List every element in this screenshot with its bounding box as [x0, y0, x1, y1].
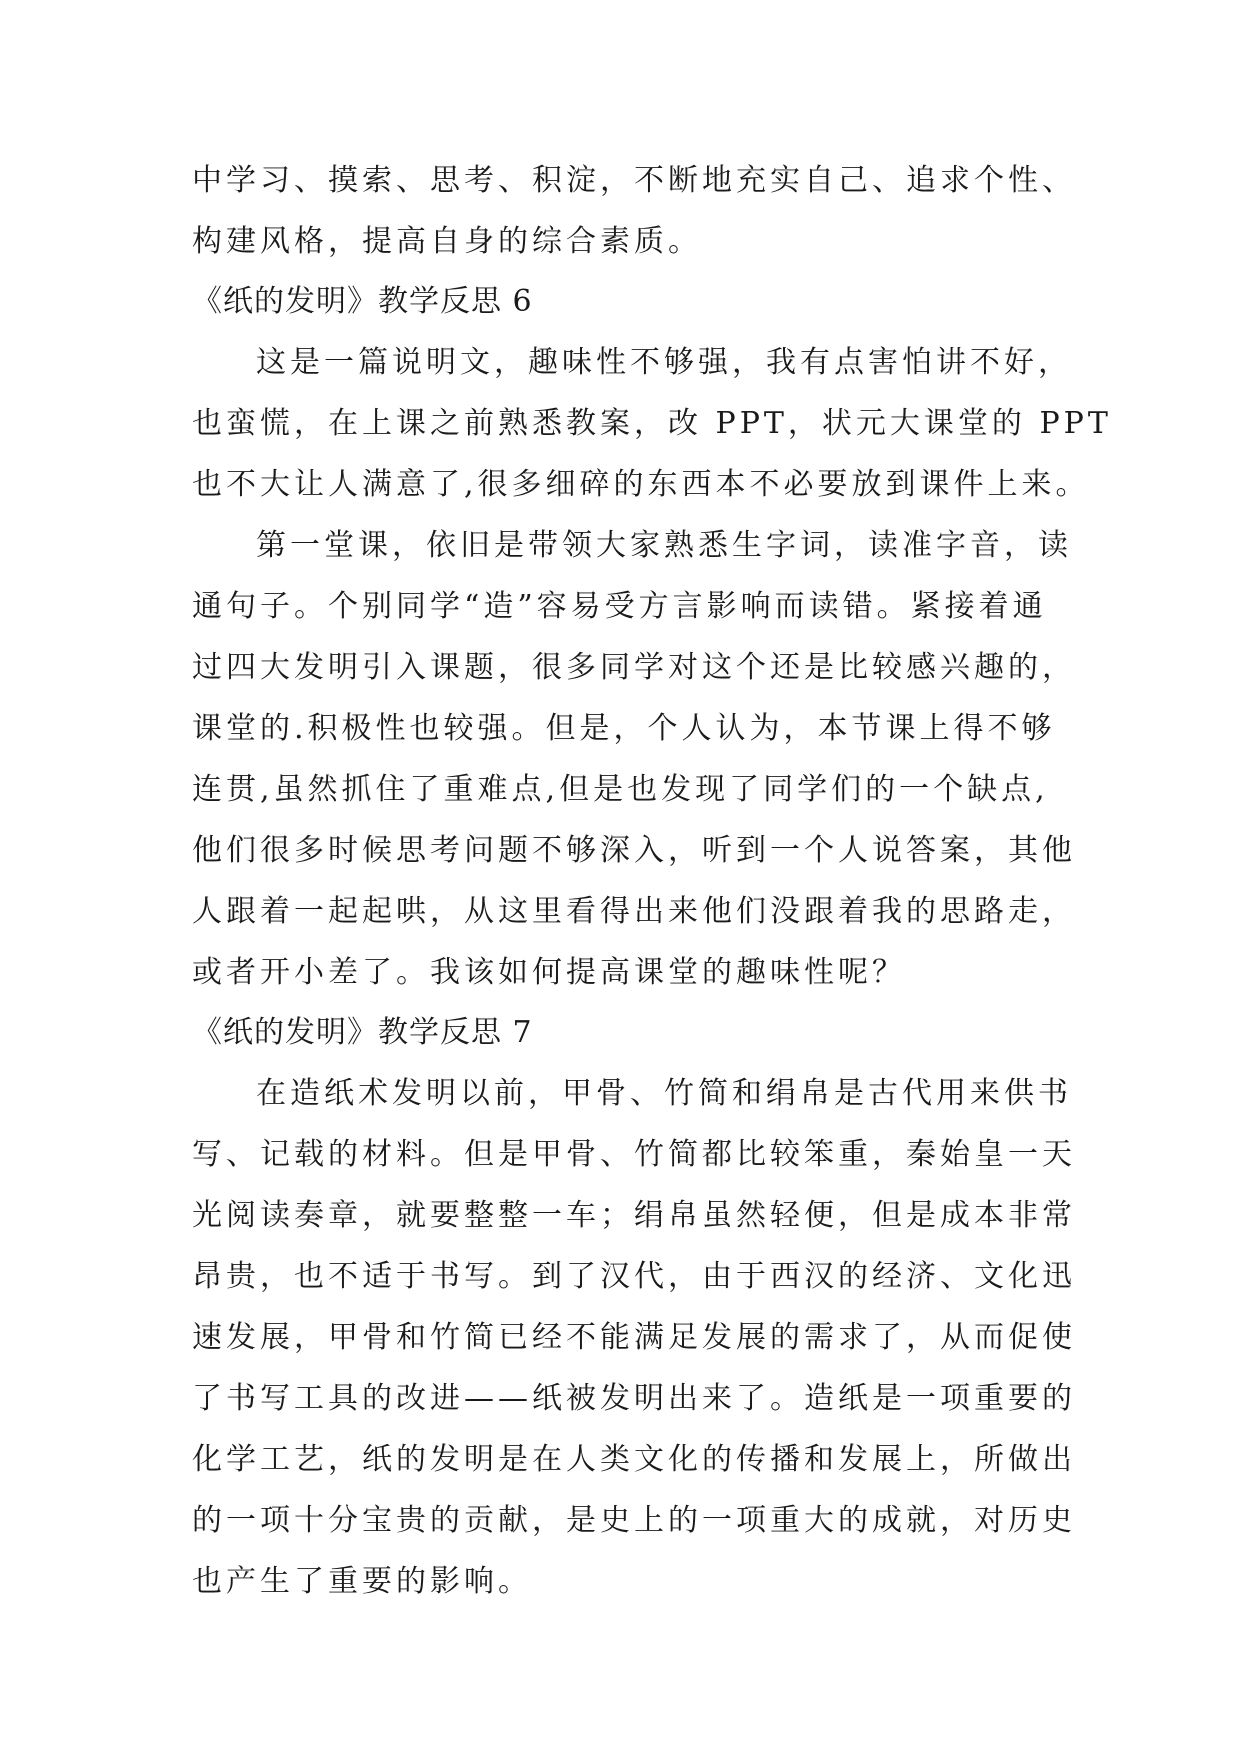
text-line: 也不大让人满意了,很多细碎的东西本不必要放到课件上来。	[192, 467, 1090, 502]
text-line: 构建风格，提高自身的综合素质。	[192, 224, 702, 259]
text-line: 昂贵，也不适于书写。到了汉代，由于西汉的经济、文化迅	[192, 1259, 1076, 1294]
text-line: 在造纸术发明以前，甲骨、竹简和绢帛是古代用来供书	[256, 1076, 1072, 1111]
text-line: 的一项十分宝贵的贡献，是史上的一项重大的成就，对历史	[192, 1503, 1076, 1538]
text-line: 了书写工具的改进——纸被发明出来了。造纸是一项重要的	[192, 1381, 1076, 1416]
section-heading-7: 《纸的发明》教学反思 7	[192, 1015, 533, 1050]
text-line: 速发展，甲骨和竹简已经不能满足发展的需求了，从而促使	[192, 1320, 1076, 1355]
section6-paragraph-2	[192, 515, 1082, 1003]
text-line: 写、记载的材料。但是甲骨、竹简都比较笨重，秦始皇一天	[192, 1137, 1076, 1172]
section6-paragraph-1	[192, 332, 1112, 515]
text-line: 也蛮慌，在上课之前熟悉教案，改 PPT，状元大课堂的 PPT	[192, 406, 1112, 441]
text-line: 过四大发明引入课题，很多同学对这个还是比较感兴趣的，	[192, 650, 1076, 685]
text-line: 化学工艺，纸的发明是在人类文化的传播和发展上，所做出	[192, 1442, 1076, 1477]
text-line: 通句子。个别同学“造”容易受方言影响而读错。紧接着通	[192, 589, 1047, 624]
text-line: 连贯,虽然抓住了重难点,但是也发现了同学们的一个缺点,	[192, 772, 1049, 807]
text-line: 课堂的.积极性也较强。但是，个人认为，本节课上得不够	[192, 711, 1056, 746]
section7-paragraph-1	[192, 1063, 1082, 1612]
document-page	[192, 150, 1112, 1612]
text-line: 这是一篇说明文，趣味性不够强，我有点害怕讲不好，	[256, 345, 1072, 380]
intro-paragraph	[192, 150, 1082, 272]
section-heading-6: 《纸的发明》教学反思 6	[192, 284, 533, 319]
text-line: 他们很多时候思考问题不够深入，听到一个人说答案，其他	[192, 833, 1076, 868]
text-line: 第一堂课，依旧是带领大家熟悉生字词，读准字音，读	[256, 528, 1072, 563]
text-line: 光阅读奏章，就要整整一车；绢帛虽然轻便，但是成本非常	[192, 1198, 1076, 1233]
text-line: 也产生了重要的影响。	[192, 1564, 532, 1599]
text-line: 人跟着一起起哄，从这里看得出来他们没跟着我的思路走，	[192, 894, 1076, 929]
text-line: 中学习、摸索、思考、积淀，不断地充实自己、追求个性、	[192, 163, 1076, 198]
text-line: 或者开小差了。我该如何提高课堂的趣味性呢？	[192, 955, 906, 990]
